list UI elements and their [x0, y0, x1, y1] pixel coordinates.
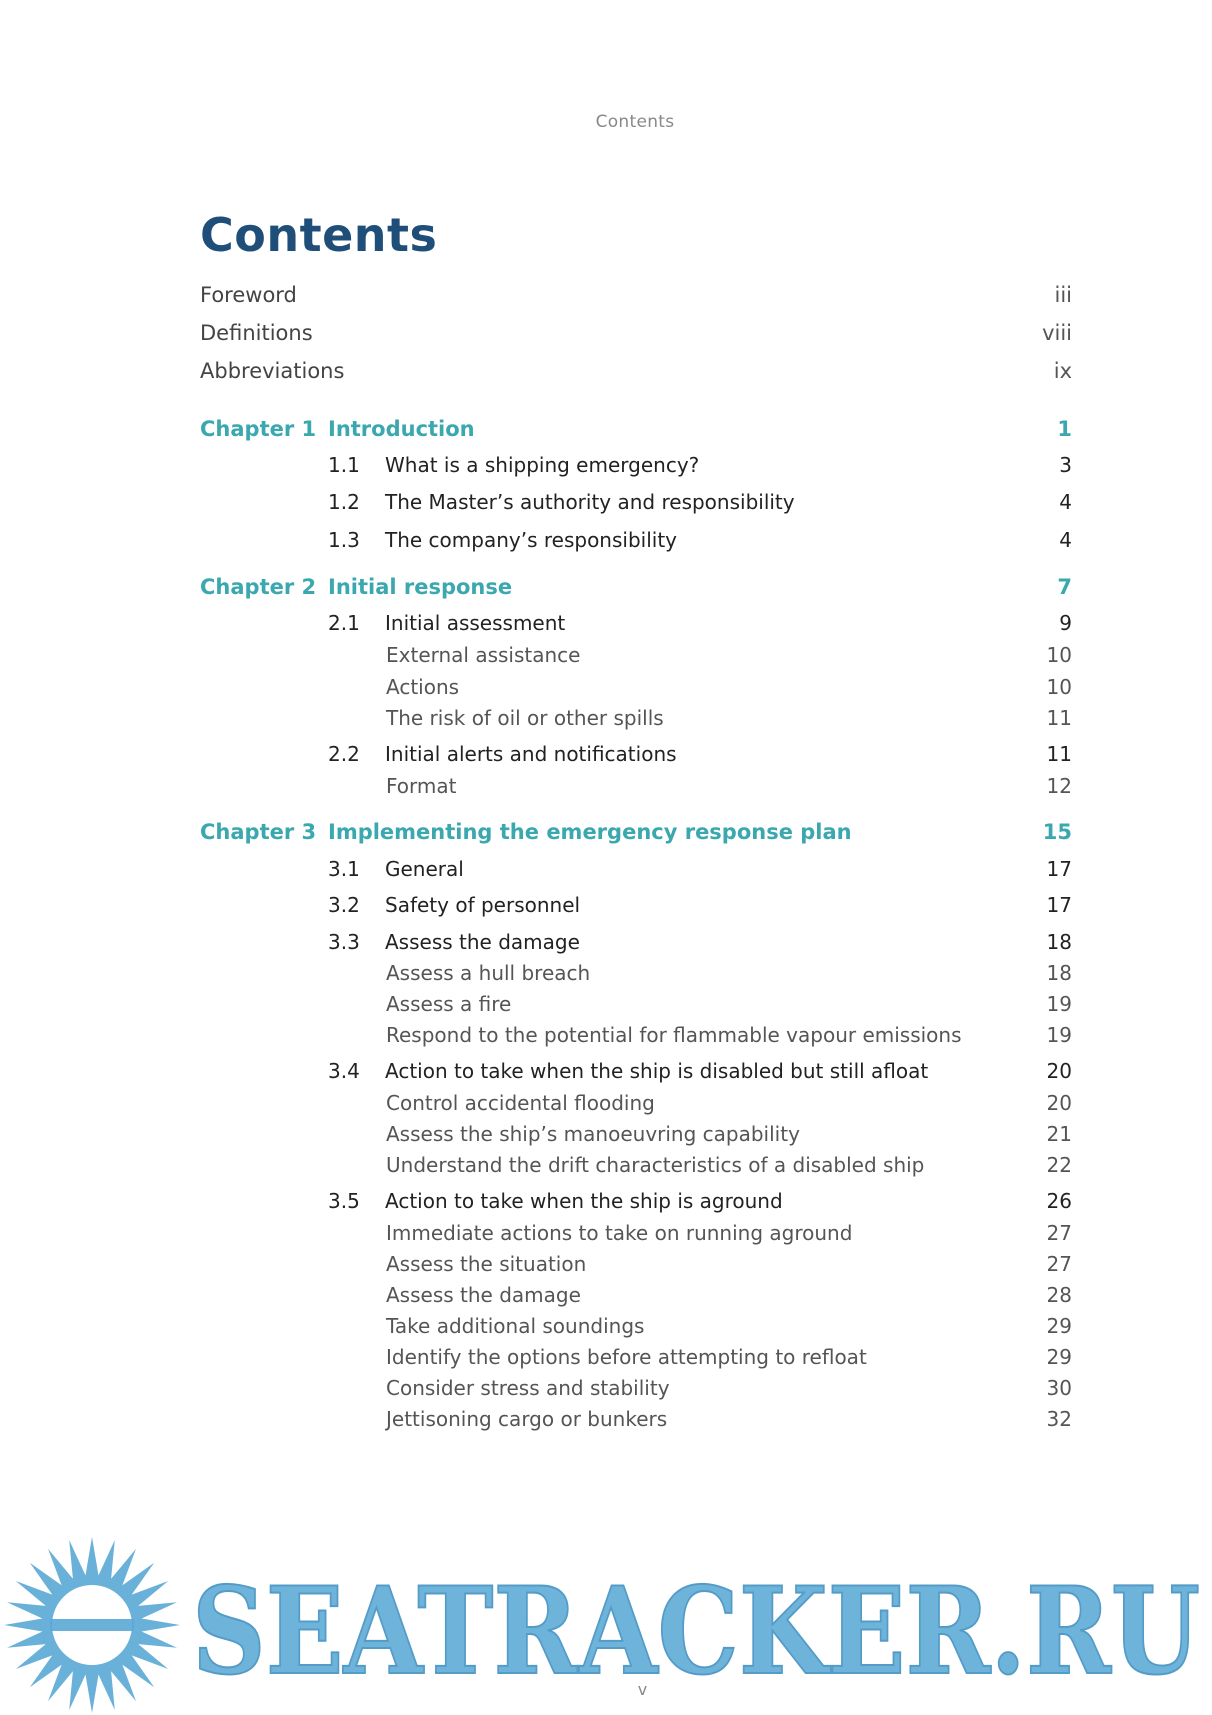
toc-section-3-2[interactable]	[0, 890, 1212, 920]
section-number: 1.1	[328, 453, 360, 477]
subentry-title: Consider stress and stability	[386, 1376, 670, 1400]
toc-page-number: 18	[1046, 961, 1072, 985]
section-number: 3.4	[328, 1059, 360, 1083]
toc-page-number: 26	[1046, 1189, 1072, 1213]
section-title: What is a shipping emergency?	[385, 453, 700, 477]
chapter-title: Implementing the emergency response plan	[328, 820, 852, 844]
toc-page-number: iii	[1054, 283, 1072, 307]
section-title: Assess the damage	[385, 930, 580, 954]
section-title: General	[385, 857, 464, 881]
toc-subentry[interactable]	[0, 1311, 1212, 1341]
section-number: 3.3	[328, 930, 360, 954]
subentry-title: Actions	[386, 675, 460, 699]
subentry-title: Assess a hull breach	[386, 961, 591, 985]
toc-page-number: 28	[1046, 1283, 1072, 1307]
page-folio: v	[637, 1680, 648, 1699]
toc-page-number: 3	[1059, 453, 1072, 477]
toc-subentry[interactable]	[0, 1150, 1212, 1180]
toc-page-number: 29	[1046, 1345, 1072, 1369]
page-title: Contents	[200, 208, 438, 262]
toc-page-number: 9	[1059, 611, 1072, 635]
subentry-title: Respond to the potential for flammable vapour emissions	[386, 1023, 962, 1047]
toc-subentry[interactable]	[0, 771, 1212, 801]
section-number: 3.5	[328, 1189, 360, 1213]
subentry-title: Format	[386, 774, 457, 798]
toc-subentry[interactable]	[0, 1020, 1212, 1050]
toc-subentry[interactable]	[0, 1218, 1212, 1248]
toc-page-number: 29	[1046, 1314, 1072, 1338]
toc-page-number: 1	[1057, 417, 1072, 441]
toc-chapter-3[interactable]	[0, 817, 1212, 847]
toc-page-number: 32	[1046, 1407, 1072, 1431]
subentry-title: Immediate actions to take on running aground	[386, 1221, 853, 1245]
toc-subentry[interactable]	[0, 1119, 1212, 1149]
chapter-label: Chapter 1	[200, 417, 317, 441]
toc-page-number: 20	[1046, 1091, 1072, 1115]
toc-page-number: 15	[1042, 820, 1072, 844]
toc-page-number: 11	[1046, 742, 1072, 766]
toc-page-number: 19	[1046, 992, 1072, 1016]
toc-subentry[interactable]	[0, 1404, 1212, 1434]
section-title: Initial assessment	[385, 611, 566, 635]
toc-section-3-1[interactable]	[0, 854, 1212, 884]
toc-subentry[interactable]	[0, 958, 1212, 988]
section-title: Action to take when the ship is disabled but still afloat	[385, 1059, 929, 1083]
toc-subentry[interactable]	[0, 1373, 1212, 1403]
chapter-title: Introduction	[328, 417, 475, 441]
toc-subentry[interactable]	[0, 640, 1212, 670]
subentry-title: Take additional soundings	[386, 1314, 645, 1338]
toc-page-number: 4	[1059, 528, 1072, 552]
subentry-title: Assess the damage	[386, 1283, 581, 1307]
toc-section-1-1[interactable]	[0, 450, 1212, 480]
toc-page-number: 27	[1046, 1221, 1072, 1245]
toc-section-3-4[interactable]	[0, 1056, 1212, 1086]
toc-page-number: 22	[1046, 1153, 1072, 1177]
section-number: 2.2	[328, 742, 360, 766]
toc-page-number: 17	[1046, 857, 1072, 881]
subentry-title: Control accidental flooding	[386, 1091, 655, 1115]
subentry-title: Assess a fire	[386, 992, 512, 1016]
toc-page-number: 19	[1046, 1023, 1072, 1047]
toc-subentry[interactable]	[0, 672, 1212, 702]
toc-section-1-3[interactable]	[0, 525, 1212, 555]
toc-page-number: 30	[1046, 1376, 1072, 1400]
toc-page-number: 17	[1046, 893, 1072, 917]
toc-front-foreword[interactable]	[0, 280, 1212, 310]
section-title: Safety of personnel	[385, 893, 581, 917]
toc-subentry[interactable]	[0, 989, 1212, 1019]
toc-entry-title: Abbreviations	[200, 359, 345, 383]
toc-page-number: ix	[1053, 359, 1072, 383]
toc-front-definitions[interactable]	[0, 318, 1212, 348]
subentry-title: The risk of oil or other spills	[386, 706, 664, 730]
toc-section-2-2[interactable]	[0, 739, 1212, 769]
toc-entry-title: Foreword	[200, 283, 297, 307]
toc-chapter-1[interactable]	[0, 414, 1212, 444]
chapter-label: Chapter 3	[200, 820, 317, 844]
subentry-title: Assess the ship’s manoeuvring capability	[386, 1122, 800, 1146]
section-number: 1.2	[328, 490, 360, 514]
subentry-title: Understand the drift characteristics of a disabled ship	[386, 1153, 925, 1177]
toc-page-number: 20	[1046, 1059, 1072, 1083]
section-number: 3.2	[328, 893, 360, 917]
toc-front-abbreviations[interactable]	[0, 356, 1212, 386]
section-title: Action to take when the ship is aground	[385, 1189, 783, 1213]
toc-page-number: 12	[1046, 774, 1072, 798]
toc-subentry[interactable]	[0, 1280, 1212, 1310]
toc-section-1-2[interactable]	[0, 487, 1212, 517]
toc-subentry[interactable]	[0, 1249, 1212, 1279]
chapter-title: Initial response	[328, 575, 513, 599]
toc-subentry[interactable]	[0, 703, 1212, 733]
toc-subentry[interactable]	[0, 1342, 1212, 1372]
subentry-title: Identify the options before attempting to refloat	[386, 1345, 867, 1369]
toc-page-number: 7	[1057, 575, 1072, 599]
toc-page-number: 10	[1046, 675, 1072, 699]
section-title: The company’s responsibility	[385, 528, 678, 552]
toc-page-number: 21	[1046, 1122, 1072, 1146]
toc-page-number: 10	[1046, 643, 1072, 667]
toc-page-number: 11	[1046, 706, 1072, 730]
toc-page-number: viii	[1042, 321, 1072, 345]
section-title: Initial alerts and notifications	[385, 742, 677, 766]
toc-subentry[interactable]	[0, 1088, 1212, 1118]
section-number: 3.1	[328, 857, 360, 881]
toc-entry-title: Definitions	[200, 321, 313, 345]
watermark-text: SEATRACKER.RU	[192, 1561, 1200, 1702]
toc-section-2-1[interactable]	[0, 608, 1212, 638]
section-title: The Master’s authority and responsibility	[385, 490, 795, 514]
section-number: 1.3	[328, 528, 360, 552]
running-head: Contents	[595, 112, 675, 132]
subentry-title: Jettisoning cargo or bunkers	[386, 1407, 668, 1431]
subentry-title: External assistance	[386, 643, 581, 667]
toc-section-3-5[interactable]	[0, 1186, 1212, 1216]
toc-section-3-3[interactable]	[0, 927, 1212, 957]
subentry-title: Assess the situation	[386, 1252, 587, 1276]
section-number: 2.1	[328, 611, 360, 635]
chapter-label: Chapter 2	[200, 575, 317, 599]
toc-page-number: 27	[1046, 1252, 1072, 1276]
toc-page-number: 18	[1046, 930, 1072, 954]
toc-page-number: 4	[1059, 490, 1072, 514]
toc-chapter-2[interactable]	[0, 572, 1212, 602]
